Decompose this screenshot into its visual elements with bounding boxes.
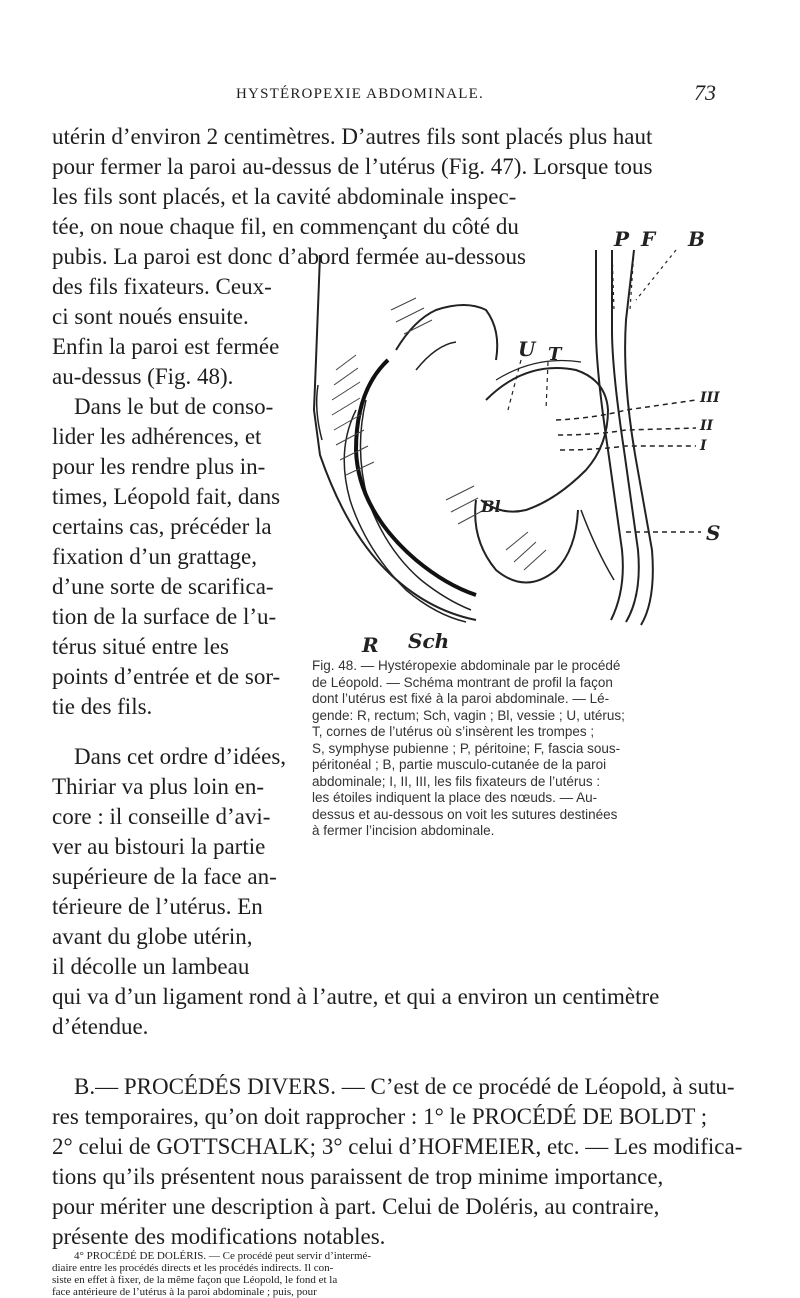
text-line: core : il conseille d’avi- — [52, 804, 271, 829]
text-line: térus situé entre les — [52, 634, 229, 659]
caption-line: S, symphyse pubienne ; P, péritoine; F, fascia sous- — [312, 740, 621, 756]
page-number: 73 — [694, 80, 716, 105]
label-F: F — [641, 227, 656, 251]
text-line: tie des fils. — [52, 694, 153, 719]
section-4-line: 4° PROCÉDÉ DE DOLÉRIS. — Ce procédé peut servir d’intermé- — [74, 1250, 372, 1262]
uterus-top-outline — [396, 305, 497, 360]
label-S: S — [706, 521, 721, 545]
text-line: Dans le but de conso- — [74, 394, 274, 419]
text-line: times, Léopold fait, dans — [52, 484, 281, 509]
section-4-line: diaire entre les procédés directs et les procédés indirects. Il con- — [52, 1262, 334, 1274]
page-header — [0, 80, 800, 110]
text-line: des fils fixateurs. Ceux- — [52, 274, 272, 299]
text-line: ci sont noués ensuite. — [52, 304, 249, 329]
text-line: qui va d’un ligament rond à l’autre, et qui a environ un centimètre — [52, 984, 660, 1009]
text-line: tion de la surface de l’u- — [52, 604, 277, 629]
label-B: B — [688, 227, 705, 251]
text-line: il décolle un lambeau — [52, 954, 250, 979]
caption-line: dont l’utérus est fixé à la paroi abdominale. — Lé- — [312, 691, 610, 706]
figure-caption — [312, 658, 712, 840]
caption-line: gende: R, rectum; Sch, vagin ; Bl, vessie ; U, utérus; — [312, 707, 625, 723]
text-line: utérin d’environ 2 centimètres. D’autres fils sont placés plus haut — [52, 124, 653, 149]
text-line: les fils sont placés, et la cavité abdominale inspec- — [52, 184, 517, 209]
label-I: I — [700, 438, 707, 454]
text-line: au-dessus (Fig. 48). — [52, 364, 234, 389]
caption-line: péritonéal ; B, partie musculo-cutanée de la paroi — [312, 757, 607, 772]
text-line: supérieure de la face an- — [52, 864, 277, 889]
text-line: pour les rendre plus in- — [52, 454, 266, 479]
text-line: Thiriar va plus loin en- — [52, 774, 265, 799]
text-line: d’une sorte de scarifica- — [52, 574, 274, 599]
uterus-outline — [481, 368, 608, 512]
caption-line: les étoiles indiquent la place des nœuds. — Au- — [312, 790, 598, 805]
text-line: présente des modifications notables. — [52, 1224, 386, 1249]
caption-line: Fig. 48. — Hystéropexie abdominale par le procédé — [312, 658, 621, 673]
label-T: T — [548, 344, 562, 365]
label-P: P — [614, 227, 630, 251]
text-line: térieure de l’utérus. En — [52, 894, 263, 919]
caption-line: de Léopold. — Schéma montrant de profil la façon — [312, 674, 613, 690]
label-III: III — [700, 390, 720, 406]
text-line: pubis. La paroi est donc d’abord fermée au-dessous — [52, 244, 526, 269]
text-line: ver au bistouri la partie — [52, 834, 266, 859]
text-line: tions qu’ils présentent nous paraissent de trop minime importance, — [52, 1164, 664, 1189]
text-line: lider les adhérences, et — [52, 424, 262, 449]
section-4-line: face antérieure de l’utérus à la paroi abdominale ; puis, pour — [52, 1286, 317, 1298]
running-title: HYSTÉROPEXIE ABDOMINALE. — [236, 86, 484, 102]
text-line: tée, on noue chaque fil, en commençant du côté du — [52, 214, 519, 239]
label-Bl: Bl — [481, 497, 501, 516]
label-U: U — [518, 337, 536, 361]
body-contour — [314, 255, 476, 620]
text-line: Dans cet ordre d’idées, — [74, 744, 287, 769]
caption-line: abdominale; I, II, III, les fils fixateurs de l’utérus : — [312, 773, 601, 789]
caption-line: dessus et au-dessous on voit les sutures destinées — [312, 806, 618, 822]
wall-peritoneum-line — [596, 250, 623, 620]
section-4-line: siste en effet à fixer, de la même façon que Léopold, le fond et la — [52, 1274, 338, 1286]
text-line: pour mériter une description à part. Celui de Doléris, au contraire, — [52, 1194, 660, 1219]
text-line: pour fermer la paroi au-dessus de l’utérus (Fig. 47). Lorsque tous — [52, 154, 653, 179]
caption-line: à fermer l’incision abdominale. — [312, 823, 495, 838]
anatomical-figure — [296, 227, 721, 660]
text-line: B.— PROCÉDÉS DIVERS. — C’est de ce procédé de Léopold, à sutu- — [74, 1074, 735, 1099]
caption-line: T, cornes de l’utérus où s’insèrent les trompes ; — [312, 724, 595, 739]
label-II: II — [700, 418, 714, 434]
label-R: R — [362, 633, 379, 657]
wall-fascia-line — [612, 250, 639, 622]
text-line: avant du globe utérin, — [52, 924, 253, 949]
text-line: certains cas, précéder la — [52, 514, 272, 539]
label-Sch: Sch — [408, 629, 450, 653]
text-line: points d’entrée et de sor- — [52, 664, 281, 689]
text-line: d’étendue. — [52, 1014, 149, 1039]
text-line: fixation d’un grattage, — [52, 544, 258, 569]
text-line: 2° celui de GOTTSCHALK; 3° celui d’HOFMEIER, etc. — Les modifica- — [52, 1134, 743, 1159]
figure-drawing — [296, 227, 721, 660]
text-line: Enfin la paroi est fermée — [52, 334, 280, 359]
text-line: res temporaires, qu’on doit rapprocher : 1° le PROCÉDÉ DE BOLDT ; — [52, 1104, 708, 1129]
